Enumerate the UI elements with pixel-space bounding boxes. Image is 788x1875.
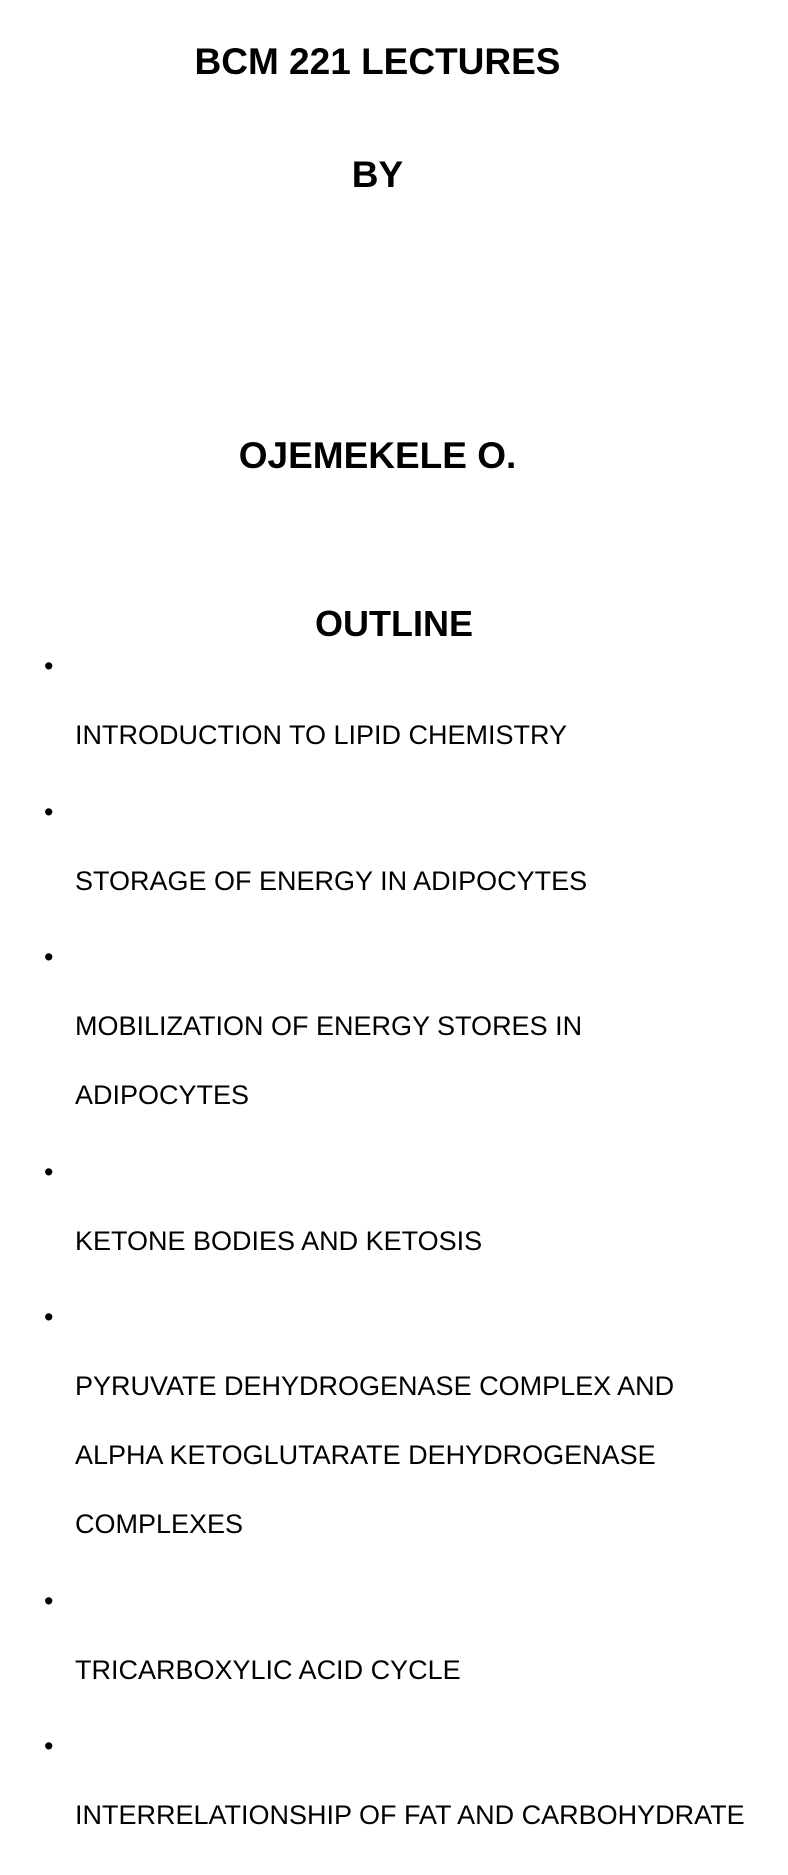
by-label: BY <box>351 154 404 195</box>
outline-item-line: TRICARBOXYLIC ACID CYCLE <box>75 1654 461 1685</box>
bullet-icon: • <box>44 942 54 972</box>
outline-item-line: STORAGE OF ENERGY IN ADIPOCYTES <box>75 865 588 896</box>
outline-slide <box>0 576 768 1830</box>
bullet-icon: • <box>44 1731 54 1761</box>
outline-item <box>0 1155 768 1293</box>
outline-item <box>0 1300 768 1576</box>
outline-item-line: PYRUVATE DEHYDROGENASE COMPLEX AND <box>75 1371 675 1401</box>
outline-item-line: MOBILIZATION OF ENERGY STORES IN <box>75 1011 583 1041</box>
bullet-icon: • <box>44 1156 54 1187</box>
bullet-icon: • <box>44 796 54 827</box>
outline-item-line: ALPHA KETOGLUTARATE DEHYDROGENASE <box>75 1440 656 1470</box>
outline-item <box>0 649 768 787</box>
outline-item-line: INTRODUCTION TO LIPID CHEMISTRY <box>75 720 568 750</box>
outline-item <box>0 795 768 933</box>
outline-item <box>0 1584 768 1722</box>
outline-item-line: COMPLEXES <box>75 1509 244 1539</box>
bullet-icon: • <box>44 651 54 681</box>
outline-item <box>0 1729 768 1867</box>
course-title: BCM 221 LECTURES <box>194 41 561 82</box>
author-name: OJEMEKELE O. <box>238 435 517 476</box>
title-slide <box>0 0 768 576</box>
outline-list <box>0 649 768 1875</box>
bullet-icon: • <box>44 1302 54 1332</box>
outline-item-line: KETONE BODIES AND KETOSIS <box>75 1225 483 1256</box>
outline-item-line: INTERRELATIONSHIP OF FAT AND CARBOHYDRATE <box>75 1800 745 1830</box>
outline-heading: OUTLINE <box>315 603 473 644</box>
bullet-icon: • <box>44 1585 54 1616</box>
outline-item <box>0 940 768 1147</box>
outline-item-line: ADIPOCYTES <box>75 1080 250 1110</box>
